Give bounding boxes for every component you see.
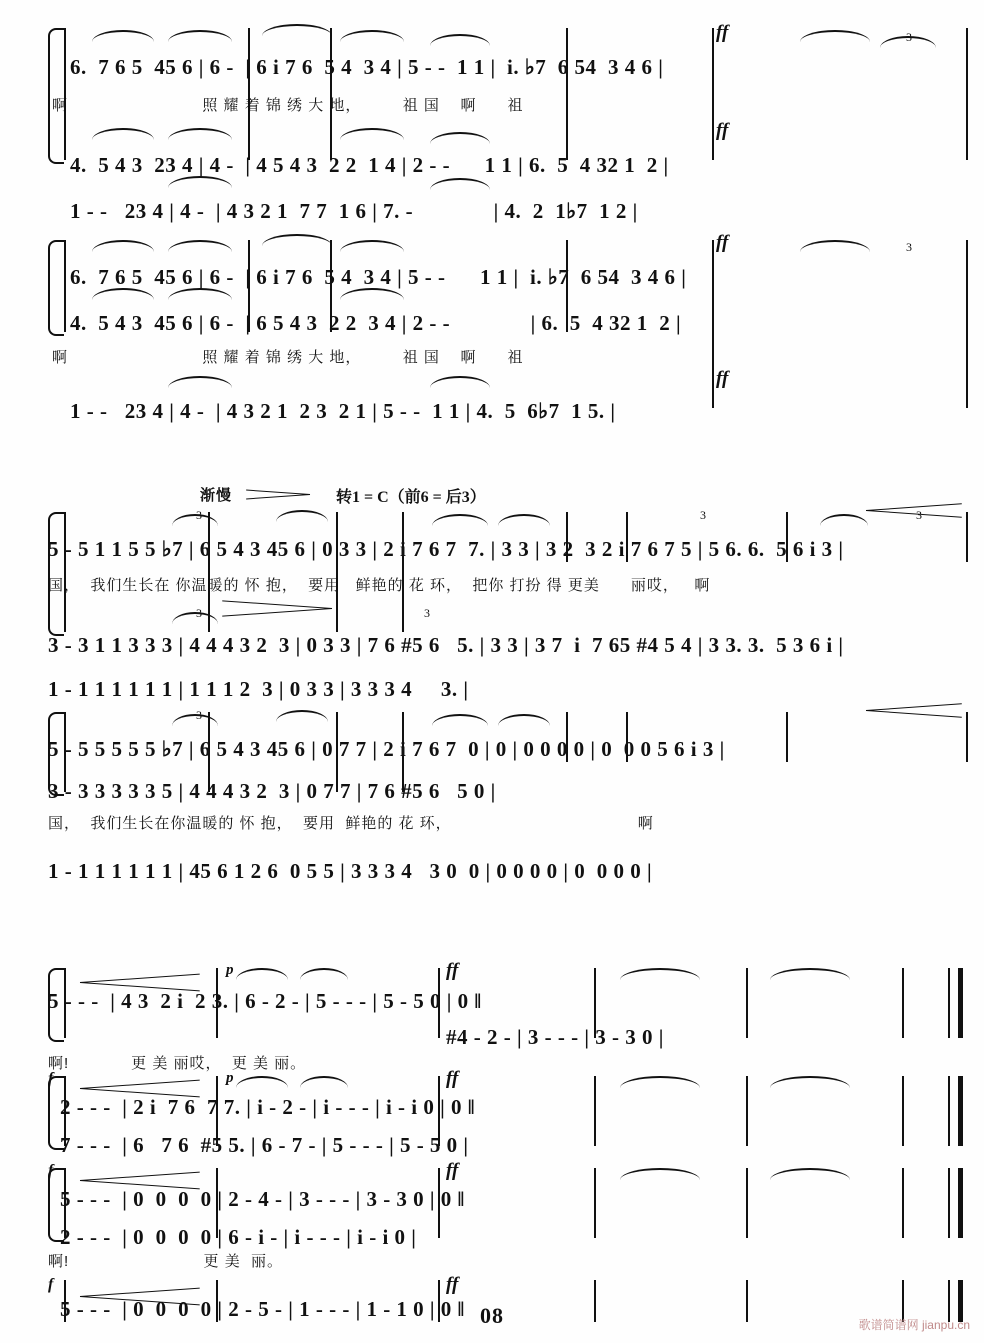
voice-line-notes: 1 - 1 1 1 1 1 1 | 45 6 1 2 6 0 5 5 | 3 3 3 4 3 0 0 | 0 0 0 0 | 0 0 0 0 | [48, 859, 653, 883]
voice-line-lyrics: 国， 我们生长在 你温暖的 怀 抱， 要用 鲜艳的 花 环， 把你 打扮 得 更美 丽哎， 啊 [48, 577, 711, 594]
barline [966, 240, 968, 408]
voice-line-notes: 5 - 5 5 5 5 5 ♭7 | 6 5 4 3 45 6 | 0 7 7 | 2 i 7 6 7 0 | 0 | 0 0 0 0 | 0 0 0 5 6 i 3 | [48, 737, 725, 761]
final-barline [948, 968, 963, 1038]
barline [902, 1076, 904, 1146]
slur [432, 514, 488, 526]
barline [902, 1168, 904, 1238]
voice-line-lyrics: 啊! 更 美 丽。 [48, 1253, 284, 1270]
voice-line-notes: 2 - - - | 0 0 0 0 | 6 - i - | i - - - | i - i 0 | [60, 1225, 417, 1249]
slur [92, 128, 154, 140]
dynamic-ff: ff [446, 960, 459, 981]
diminuendo-hairpin [222, 602, 332, 614]
voice-line-notes: 1 - 1 1 1 1 1 1 | 1 1 1 2 3 | 0 3 3 | 3 3 3 4 3. | [48, 677, 469, 701]
barline [712, 28, 714, 160]
barline [966, 28, 968, 160]
voice-line-notes: #4 - 2 - | 3 - - - | 3 - 3 0 | [446, 1025, 664, 1049]
dynamic-ff: ff [716, 232, 729, 253]
triplet-marker: 3 [906, 30, 912, 44]
dynamic-ff: ff [446, 1068, 459, 1089]
barline [902, 968, 904, 1038]
voice-line-notes: 4. 5 4 3 45 6 | 6 - | 6 5 4 3 2 2 3 4 | 2 - - | 6. 5 4 32 1 2 | [70, 311, 682, 335]
barline [712, 240, 714, 408]
slur [800, 30, 870, 42]
voice-line-notes: 1 - - 23 4 | 4 - | 4 3 2 1 7 7 1 6 | 7. - | 4. 2 1♭7 1 2 | [70, 199, 638, 223]
barline [64, 240, 66, 332]
dynamic-p: p [226, 962, 234, 978]
staff-brace [48, 240, 64, 336]
slur [276, 510, 328, 522]
crescendo-hairpin [866, 504, 962, 516]
slur [498, 514, 550, 526]
voice-line-lyrics: 啊! 更 美 丽哎， 更 美 丽。 [48, 1055, 307, 1072]
slur [620, 968, 700, 980]
slur [340, 240, 404, 252]
watermark-text: 歌谱简谱网 jianpu.cn [858, 1318, 970, 1332]
slur [800, 240, 870, 252]
slur [770, 968, 850, 980]
slur [262, 24, 332, 36]
triplet-marker: 3 [196, 606, 202, 620]
dynamic-f: f [48, 1276, 54, 1293]
triplet-marker: 3 [424, 606, 430, 620]
slur [498, 714, 550, 726]
dynamic-f: f [48, 1070, 54, 1087]
dynamic-ff: ff [716, 368, 729, 389]
barline [786, 712, 788, 762]
voice-line-lyrics: 国， 我们生长在你温暖的 怀 抱， 要用 鲜艳的 花 环， 啊 [48, 815, 654, 832]
diminuendo-hairpin [246, 488, 310, 500]
barline [746, 968, 748, 1038]
slur [340, 128, 404, 140]
tempo-marking: 渐慢 [200, 487, 233, 504]
voice-line-notes: 3 - 3 3 3 3 3 5 | 4 4 4 3 2 3 | 0 7 7 | 7 6 #5 6 5 0 | [48, 779, 496, 803]
slur [770, 1076, 850, 1088]
key-change-marking: 转1 = C（前6 = 后3） [336, 489, 486, 506]
dynamic-ff: ff [716, 120, 729, 141]
voice-line-notes: 5 - - - | 4 3 2 i 2 3. | 6 - 2 - | 5 - - - | 5 - 5 0 | 0 ‖ [48, 989, 482, 1013]
slur [168, 376, 232, 388]
voice-line-notes: 1 - - 23 4 | 4 - | 4 3 2 1 2 3 2 1 | 5 - - 1 1 | 4. 5 6♭7 1 5. | [70, 399, 616, 423]
slur [92, 240, 154, 252]
barline [746, 1168, 748, 1238]
voice-line-notes: 5 - - - | 0 0 0 0 | 2 - 5 - | 1 - - - | 1 - 1 0 | 0 ‖ [60, 1297, 465, 1321]
triplet-marker: 3 [196, 708, 202, 722]
dynamic-f: f [48, 1162, 54, 1179]
slur [620, 1076, 700, 1088]
dynamic-ff: ff [716, 22, 729, 43]
slur [430, 376, 490, 388]
slur [92, 30, 154, 42]
slur [340, 30, 404, 42]
slur [770, 1168, 850, 1180]
triplet-marker: 3 [916, 508, 922, 522]
slur [620, 1168, 700, 1180]
slur [880, 36, 936, 48]
triplet-marker: 3 [196, 508, 202, 522]
barline [594, 1076, 596, 1146]
voice-line-notes: 7 - - - | 6 7 6 #5 5. | 6 - 7 - | 5 - - - | 5 - 5 0 | [60, 1133, 469, 1157]
dynamic-ff: ff [446, 1274, 459, 1295]
voice-line-lyrics: 啊 照 耀 着 锦 绣 大 地， 祖 国 啊 祖 [52, 349, 524, 366]
voice-line-notes: 6. 7 6 5 45 6 | 6 - | 6 i 7 6 5 4 3 4 | 5 - - 1 1 | i. ♭7 6 54 3 4 6 | [70, 55, 664, 79]
barline [594, 1168, 596, 1238]
barline [966, 712, 968, 762]
barline [746, 1076, 748, 1146]
slur [168, 128, 232, 140]
final-barline [948, 1168, 963, 1238]
watermark [859, 1316, 970, 1333]
slur [168, 30, 232, 42]
page-number: 08 [480, 1303, 504, 1328]
voice-line-lyrics: 啊 照 耀 着 锦 绣 大 地， 祖 国 啊 祖 [52, 97, 524, 114]
voice-line-notes: 5 - 5 1 1 5 5 ♭7 | 6 5 4 3 45 6 | 0 3 3 | 2 i 7 6 7 7. | 3 3 | 3 2 3 2 i 7 6 7 5 | 5 6. 6. 5 6 i 3 | [48, 537, 844, 561]
slur [262, 234, 332, 246]
slur [432, 714, 488, 726]
final-barline [948, 1076, 963, 1146]
triplet-marker: 3 [700, 508, 706, 522]
voice-line-notes: 6. 7 6 5 45 6 | 6 - | 6 i 7 6 5 4 3 4 | 5 - - 1 1 | i. ♭7 6 54 3 4 6 | [70, 265, 687, 289]
voice-line-notes: 3 - 3 1 1 3 3 3 | 4 4 4 3 2 3 | 0 3 3 | 7 6 #5 6 5. | 3 3 | 3 7 i 7 65 #4 5 4 | 3 3. 3. 5 3 6 i | [48, 633, 844, 657]
voice-line-notes: 5 - - - | 0 0 0 0 | 2 - 4 - | 3 - - - | 3 - 3 0 | 0 ‖ [60, 1187, 465, 1211]
crescendo-hairpin [866, 704, 962, 716]
voice-line-notes: 4. 5 4 3 23 4 | 4 - | 4 5 4 3 2 2 1 4 | 2 - - 1 1 | 6. 5 4 32 1 2 | [70, 153, 669, 177]
slur [168, 240, 232, 252]
slur [820, 514, 868, 526]
voice-line-notes: 2 - - - | 2 i 7 6 7 7. | i - 2 - | i - - - | i - i 0 | 0 ‖ [60, 1095, 476, 1119]
triplet-marker: 3 [906, 240, 912, 254]
barline [966, 512, 968, 562]
dynamic-p: p [226, 1070, 234, 1086]
dynamic-ff: ff [446, 1160, 459, 1181]
slur [172, 714, 218, 726]
slur [172, 514, 218, 526]
